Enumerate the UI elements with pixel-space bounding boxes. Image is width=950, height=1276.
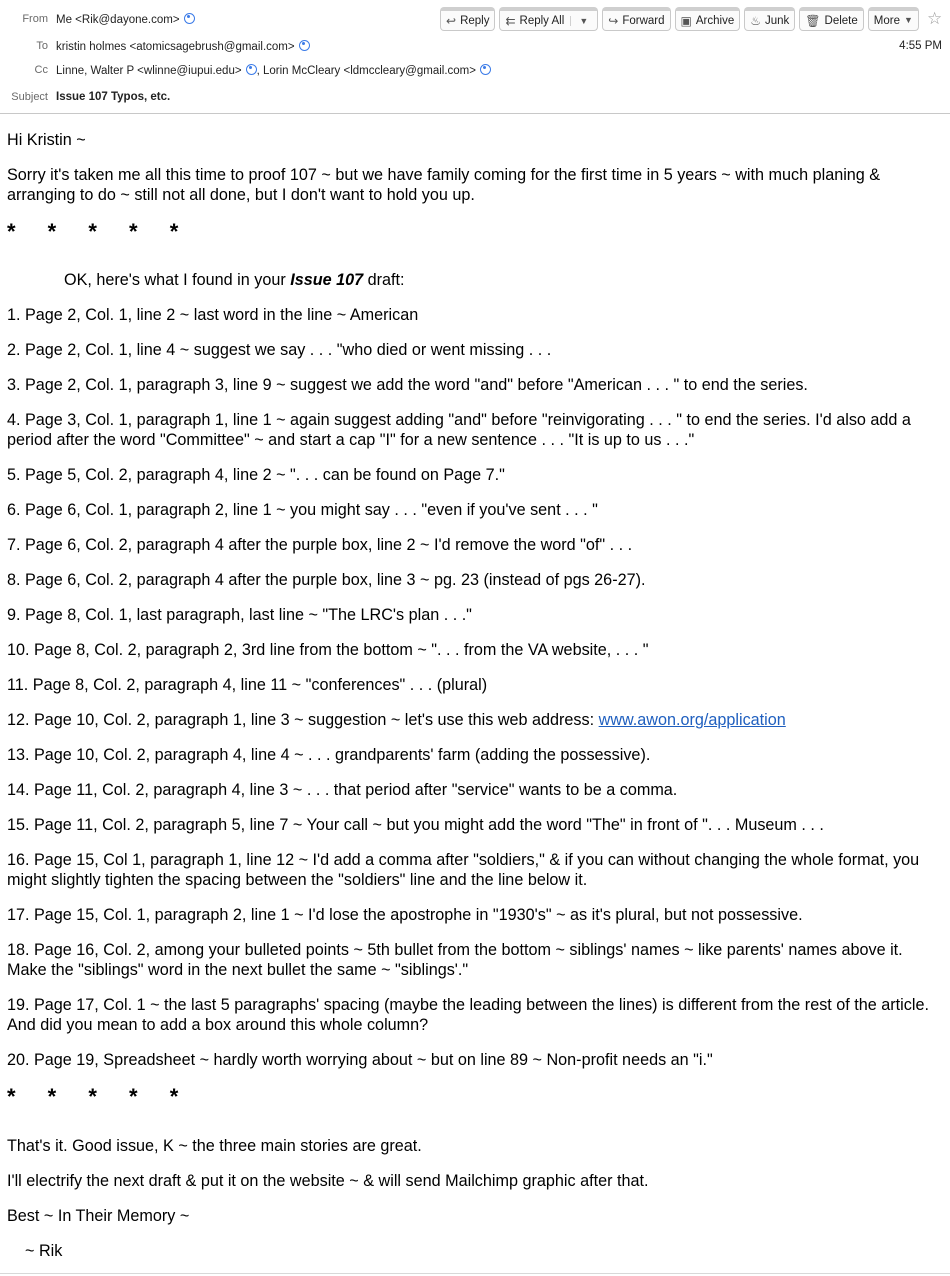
list-item: 13. Page 10, Col. 2, paragraph 4, line 4 ~ . . . grandparents' farm (adding the possessive). — [7, 746, 651, 764]
list-item: 7. Page 6, Col. 2, paragraph 4 after the purple box, line 2 ~ I'd remove the word "of" . . . — [7, 536, 633, 554]
archive-label: Archive — [695, 14, 735, 27]
list-item: 14. Page 11, Col. 2, paragraph 4, line 3 ~ . . . that period after "service" wants to be a comma. — [7, 781, 678, 799]
contact-icon[interactable] — [184, 13, 195, 24]
delete-label: Delete — [824, 14, 858, 27]
cc-separator: , — [256, 65, 260, 77]
archive-icon: ▣ — [680, 13, 692, 28]
list-item: 4. Page 3, Col. 1, paragraph 1, line 1 ~ again suggest adding "and" before "reinvigorating . . . " to end the series. I'd also add a period after the word "Committee" ~ and start a cap "I" for a new sentence . . . "It is up to us . . ." — [7, 411, 911, 449]
to-address[interactable]: kristin holmes <atomicsagebrush@gmail.com> — [56, 41, 295, 53]
list-item: 2. Page 2, Col. 1, line 4 ~ suggest we say . . . "who died or went missing . . . — [7, 341, 552, 359]
web-address-link[interactable]: www.awon.org/application — [598, 711, 786, 729]
message-time: 4:55 PM — [899, 40, 942, 52]
contact-icon[interactable] — [480, 64, 491, 75]
reply-all-icon: ⇇ — [505, 13, 516, 28]
contact-icon[interactable] — [246, 64, 257, 75]
star-icon[interactable]: ☆ — [927, 9, 943, 28]
cc-label: Cc — [34, 64, 48, 76]
cc-address-2[interactable]: Lorin McCleary <ldmccleary@gmail.com> — [262, 65, 476, 77]
list-item: 18. Page 16, Col. 2, among your bulleted points ~ 5th bullet from the bottom ~ siblings' names ~ like parents' names above it. Make the "siblings" word in the next bullet the same ~ "siblings'." — [7, 941, 903, 979]
closing-paragraph: I'll electrify the next draft & put it on the website ~ & will send Mailchimp graphic after that. — [7, 1172, 649, 1190]
cc-recipients — [56, 64, 491, 77]
lead-text-end: draft: — [363, 271, 405, 289]
chevron-down-icon[interactable]: ▼ — [570, 16, 592, 26]
list-item — [7, 710, 945, 730]
chevron-down-icon: ▼ — [903, 15, 913, 25]
message-toolbar — [440, 7, 919, 31]
greeting: Hi Kristin ~ — [7, 131, 86, 149]
reply-icon: ↩ — [446, 13, 457, 28]
reply-all-button[interactable] — [499, 7, 598, 31]
more-label: More — [873, 14, 900, 27]
subject-label: Subject — [11, 91, 48, 103]
separator-stars: * * * * * — [7, 1084, 192, 1109]
list-item: 5. Page 5, Col. 2, paragraph 4, line 2 ~ ". . . can be found on Page 7." — [7, 466, 505, 484]
subject-value: Issue 107 Typos, etc. — [56, 91, 171, 103]
list-item: 1. Page 2, Col. 1, line 2 ~ last word in the line ~ American — [7, 306, 419, 324]
lead-line — [64, 270, 934, 290]
junk-label: Junk — [765, 14, 790, 27]
list-item-text: 12. Page 10, Col. 2, paragraph 1, line 3 ~ suggestion ~ let's use this web address: — [7, 711, 599, 729]
from-address[interactable]: Me <Rik@dayone.com> — [56, 14, 180, 26]
list-item: 15. Page 11, Col. 2, paragraph 5, line 7 ~ Your call ~ but you might add the word "The" in front of ". . . Museum . . . — [7, 816, 824, 834]
lead-issue: Issue 107 — [290, 271, 364, 289]
from-label: From — [22, 13, 48, 25]
separator-stars: * * * * * — [7, 219, 192, 244]
intro-paragraph: Sorry it's taken me all this time to proof 107 ~ but we have family coming for the first time in 5 years ~ with much planing & arranging to do ~ still not all done, but I don't want to hold you up. — [7, 166, 881, 204]
trash-icon: 🗑 — [805, 13, 821, 28]
junk-button[interactable] — [744, 7, 795, 31]
list-item: 8. Page 6, Col. 2, paragraph 4 after the purple box, line 3 ~ pg. 23 (instead of pgs 26-27). — [7, 571, 646, 589]
forward-label: Forward — [622, 14, 665, 27]
lead-text: OK, here's what I found in your — [64, 271, 291, 289]
message-header — [0, 0, 950, 114]
delete-button[interactable] — [799, 7, 863, 31]
list-item: 10. Page 8, Col. 2, paragraph 2, 3rd line from the bottom ~ ". . . from the VA website, . . . " — [7, 641, 649, 659]
cc-address-1[interactable]: Linne, Walter P <wlinne@iupui.edu> — [56, 65, 242, 77]
list-item: 17. Page 15, Col. 1, paragraph 2, line 1 ~ I'd lose the apostrophe in "1930's" ~ as it's plural, but not possessive. — [7, 906, 803, 924]
list-item: 3. Page 2, Col. 1, paragraph 3, line 9 ~ suggest we add the word "and" before "American . . . " to end the series. — [7, 376, 808, 394]
from-sender[interactable] — [56, 13, 195, 26]
forward-button[interactable] — [602, 7, 670, 31]
signature: ~ Rik — [25, 1242, 63, 1260]
bottom-divider — [0, 1273, 950, 1274]
junk-icon: ♨ — [750, 13, 761, 28]
list-item: 19. Page 17, Col. 1 ~ the last 5 paragraphs' spacing (maybe the leading between the lines) is different from the rest of the article. And did you mean to add a box around this whole column? — [7, 996, 929, 1034]
list-item: 6. Page 6, Col. 1, paragraph 2, line 1 ~ you might say . . . "even if you've sent . . . " — [7, 501, 598, 519]
archive-button[interactable] — [675, 7, 741, 31]
contact-icon[interactable] — [299, 40, 310, 51]
more-button[interactable] — [868, 7, 919, 31]
forward-icon: ↪ — [608, 13, 619, 28]
reply-label: Reply — [460, 14, 490, 27]
list-item: 9. Page 8, Col. 1, last paragraph, last line ~ "The LRC's plan . . ." — [7, 606, 472, 624]
list-item: 16. Page 15, Col 1, paragraph 1, line 12 ~ I'd add a comma after "soldiers," & if you can without changing the whole format, you might slightly tighten the spacing between the "soldiers" line and the line below it. — [7, 851, 920, 889]
to-recipient[interactable] — [56, 40, 310, 53]
to-label: To — [36, 40, 48, 52]
reply-all-label: Reply All — [519, 14, 565, 27]
closing-paragraph: That's it. Good issue, K ~ the three main stories are great. — [7, 1137, 422, 1155]
list-item: 11. Page 8, Col. 2, paragraph 4, line 11 ~ "conferences" . . . (plural) — [7, 676, 488, 694]
reply-button[interactable] — [440, 7, 495, 31]
list-item: 20. Page 19, Spreadsheet ~ hardly worth worrying about ~ but on line 89 ~ Non-profit needs an "i." — [7, 1051, 713, 1069]
signoff: Best ~ In Their Memory ~ — [7, 1207, 190, 1225]
